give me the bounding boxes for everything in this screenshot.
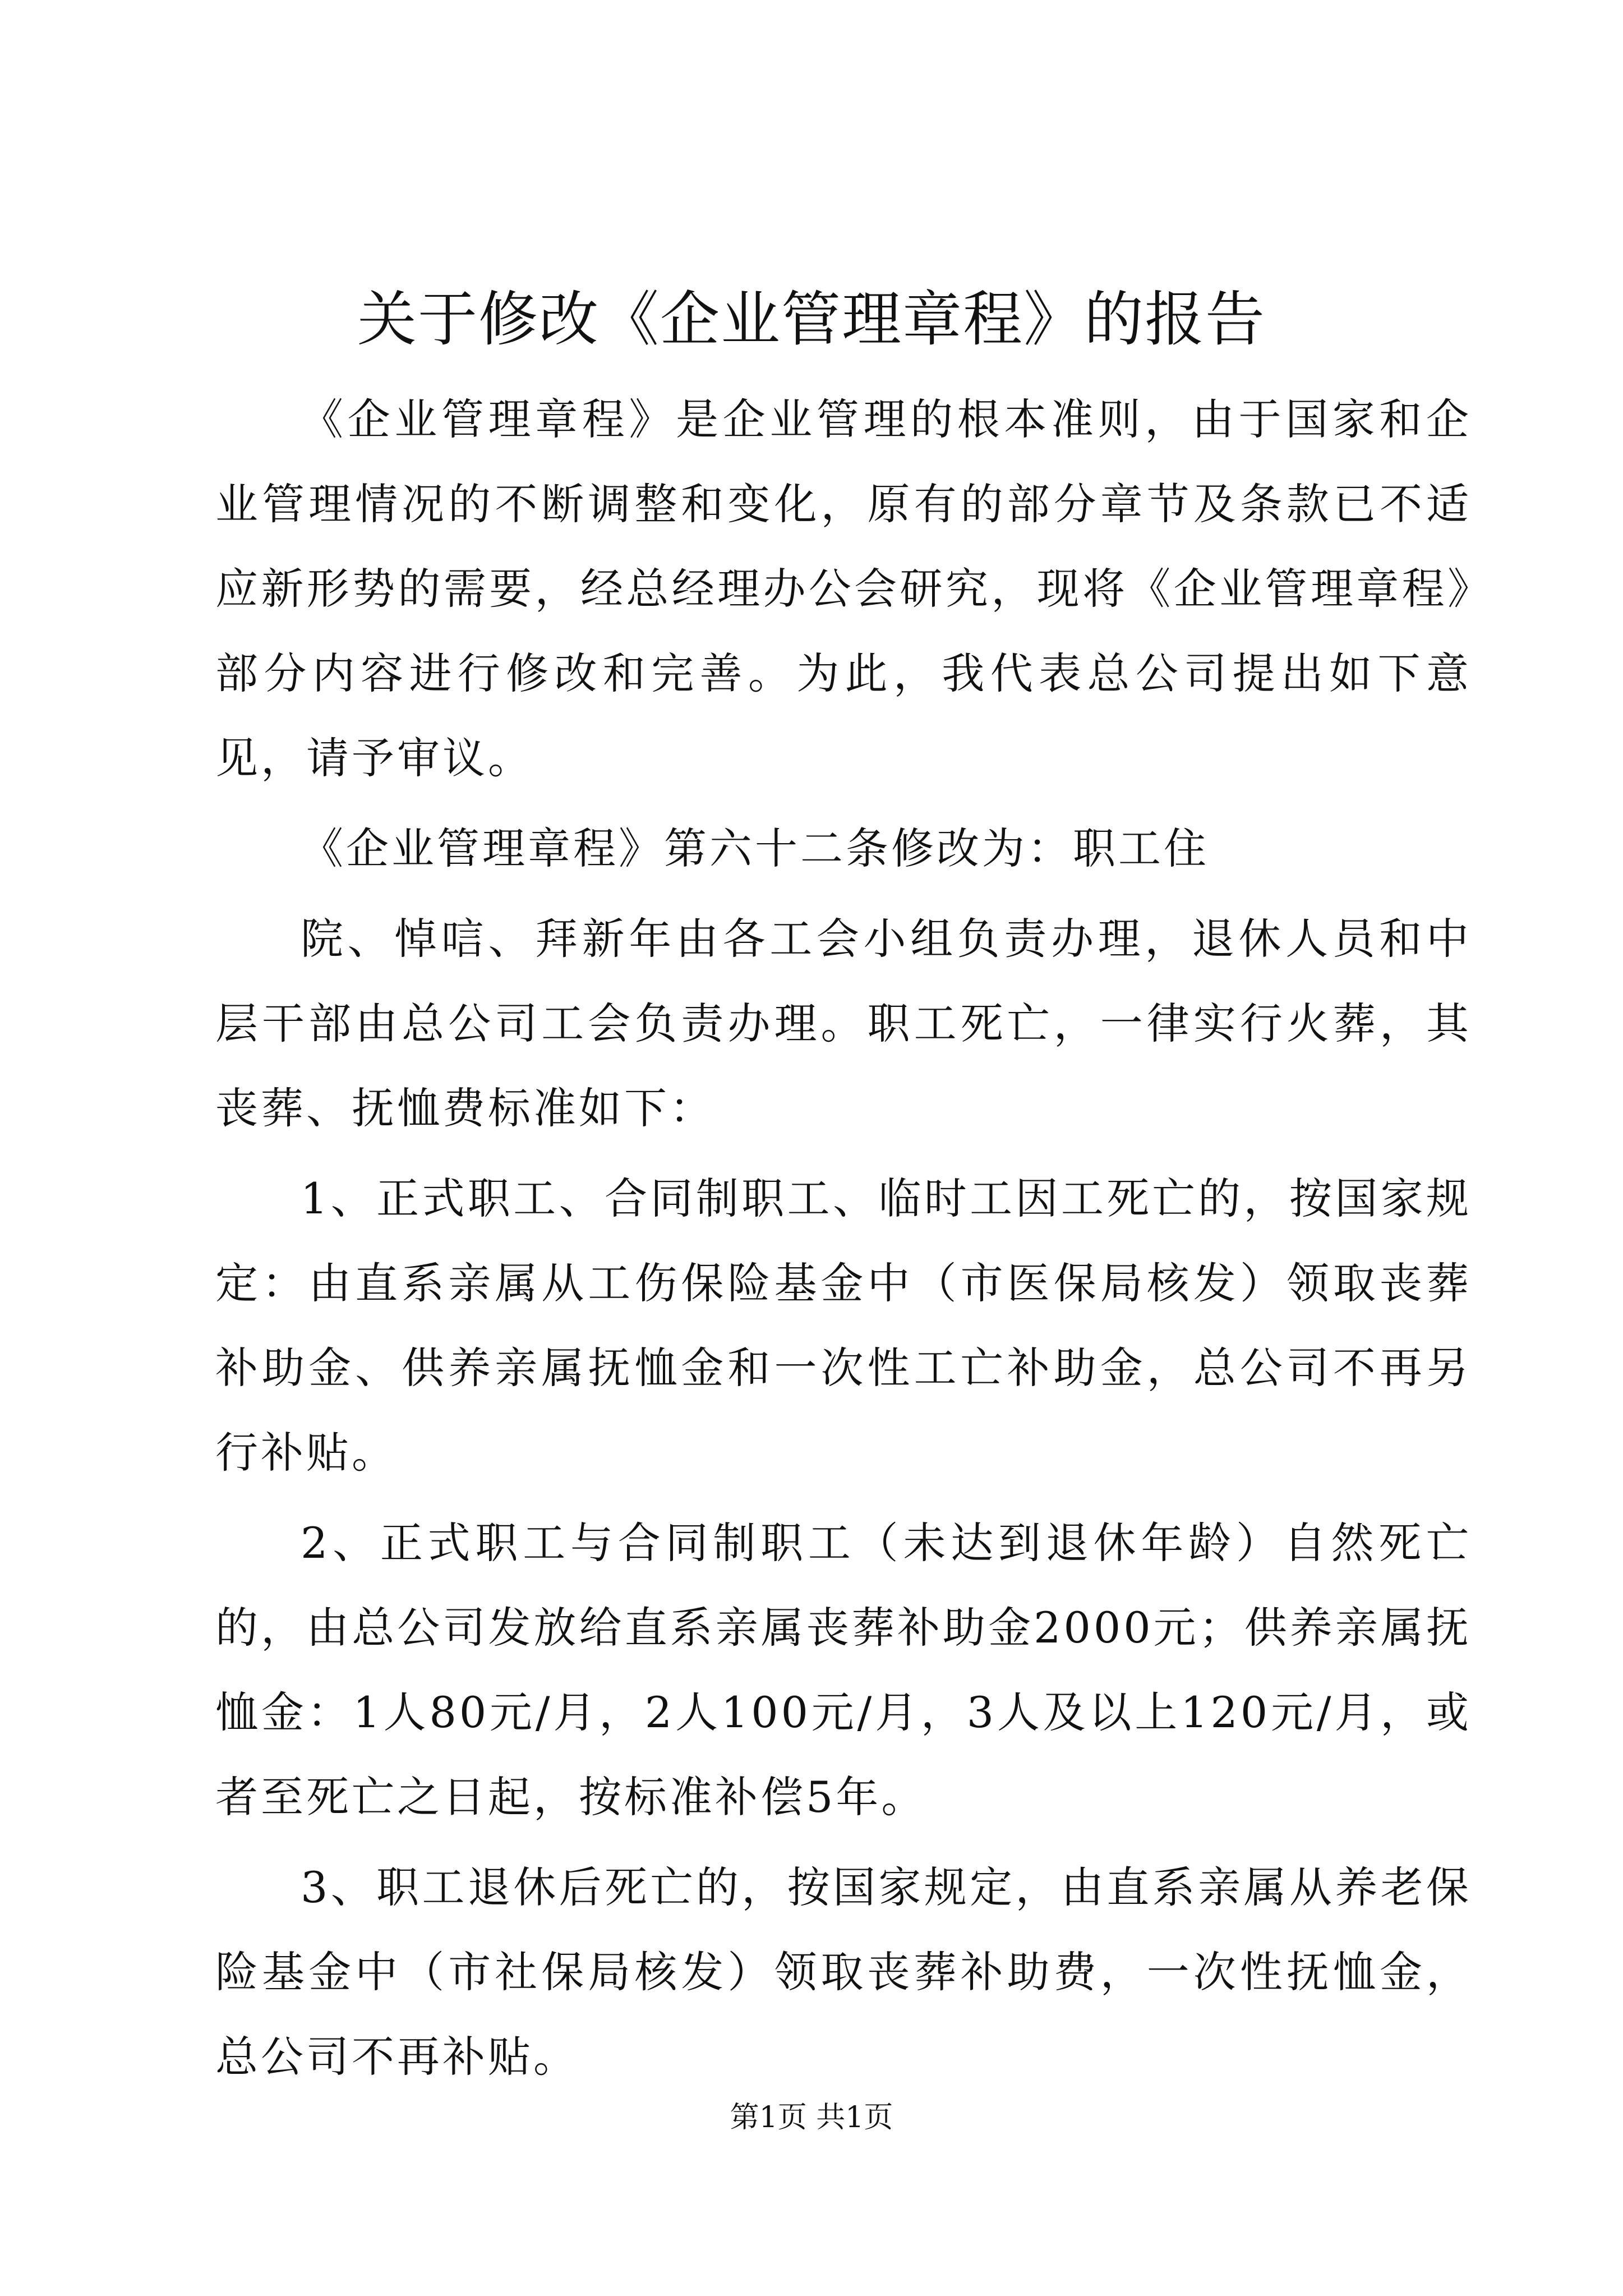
paragraph-item-1: 1、正式职工、合同制职工、临时工因工死亡的，按国家规定：由直系亲属从工伤保险基金中（市医保局核发）领取丧葬补助金、供养亲属抚恤金和一次性工亡补助金，总公司不再另行补贴。 xyxy=(215,1174,1472,1478)
paragraph-article-62: 《企业管理章程》第六十二条修改为：职工住 xyxy=(301,823,1209,873)
paragraph-article-62-continued: 院、悼唁、拜新年由各工会小组负责办理，退休人员和中层干部由总公司工会负责办理。职工死亡，一律实行火葬，其丧葬、抚恤费标准如下： xyxy=(215,914,1472,1133)
document-title: 关于修改《企业管理章程》的报告 xyxy=(357,285,1266,354)
document-body xyxy=(215,377,1472,2105)
paragraph-intro: 《企业管理章程》是企业管理的根本准则，由于国家和企业管理情况的不断调整和变化，原有的部分章节及条款已不适应新形势的需要，经总经理办公会研究，现将《企业管理章程》部分内容进行修改和完善。为此，我代表总公司提出如下意见，请予审议。 xyxy=(215,394,1472,783)
paragraph-item-3: 3、职工退休后死亡的，按国家规定，由直系亲属从养老保险基金中（市社保局核发）领取丧葬补助费，一次性抚恤金，总公司不再补贴。 xyxy=(215,1862,1472,2082)
paragraph-item-2: 2、正式职工与合同制职工（未达到退休年龄）自然死亡的，由总公司发放给直系亲属丧葬补助金2000元；供养亲属抚恤金：1人80元/月，2人100元/月，3人及以上120元/月，或者至死亡之日起，按标准补偿5年。 xyxy=(215,1518,1472,1822)
page-footer: 第1页 共1页 xyxy=(730,2101,893,2134)
